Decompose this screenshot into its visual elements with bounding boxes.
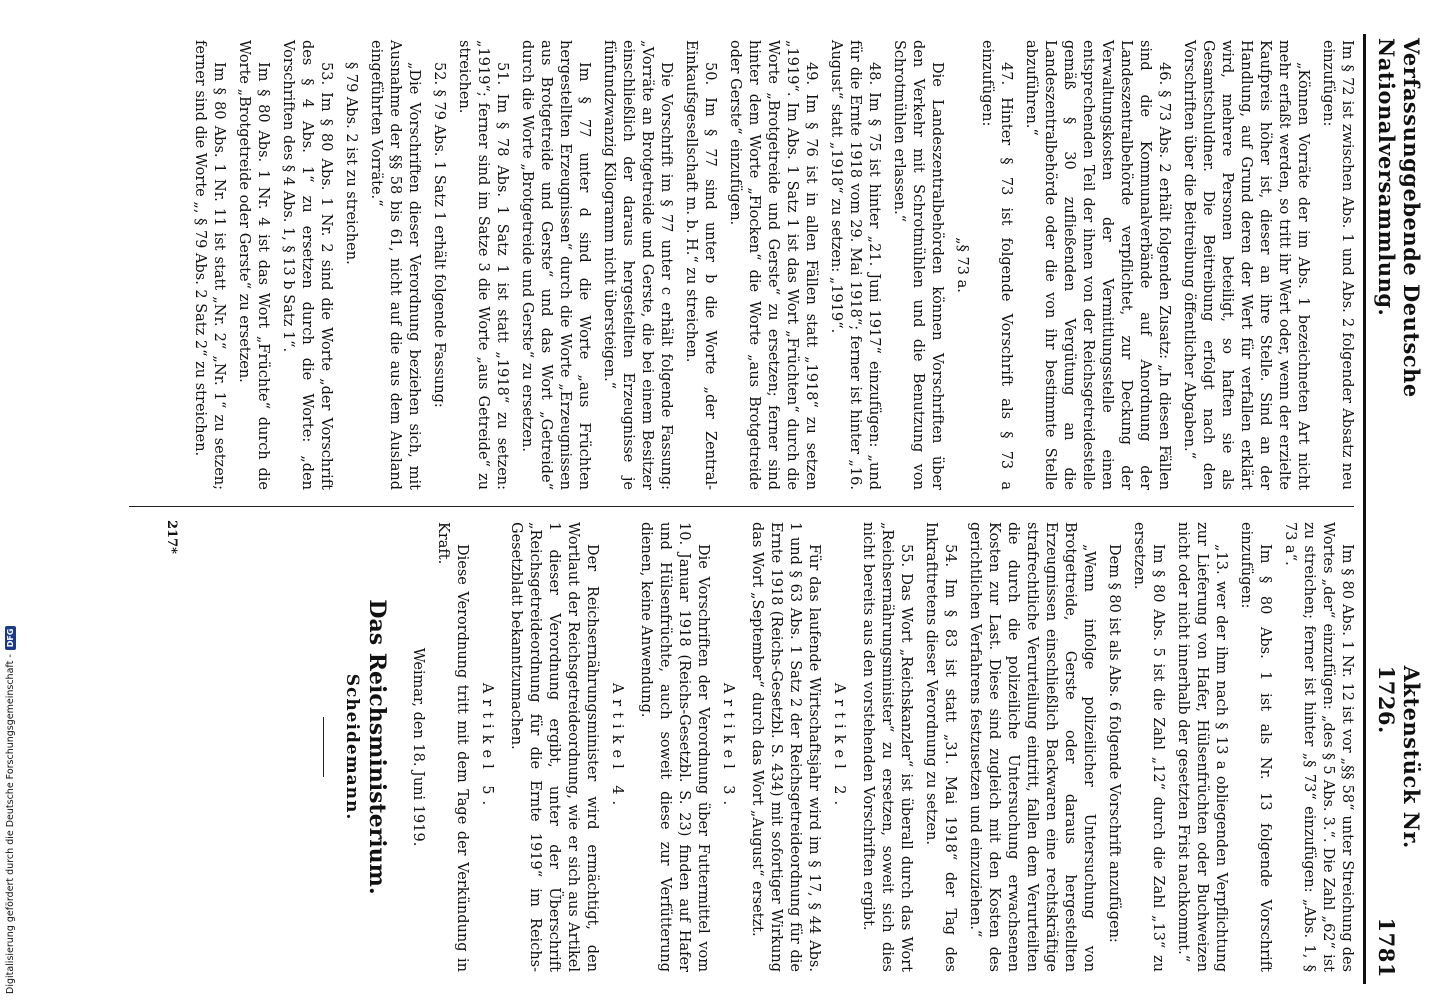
header-doc-number: Aktenstück Nr. 1726. <box>1374 665 1424 849</box>
column-divider <box>129 506 1354 507</box>
right-column <box>305 522 1356 972</box>
paragraph: 47. Hinter § 73 ist folgende Vorschrift als § 73 a einzufügen: <box>979 40 1014 490</box>
header-page-number: 1781 <box>1374 917 1399 978</box>
paragraph: Im § 72 ist zwischen Abs. 1 und Abs. 2 folgender Absatz neu einzufügen: <box>1320 40 1355 490</box>
paragraph: Im § 80 Abs. 5 ist die Zahl „12“ durch die Zahl „13“ zu ersetzen. <box>1131 522 1166 972</box>
paragraph: § 79 Abs. 2 ist zu streichen. <box>343 62 359 265</box>
paragraph: 50. Im § 77 sind unter b die Worte „der Zentral-Einkaufsgesellschaft m. b. H.“ zu streichen. <box>683 40 718 490</box>
paragraph: 51. Im § 78 Abs. 1 Satz 1 ist statt „1918“ zu setzen: „1919“; ferner sind im Satze 3 die Worte „aus Getreide“ zu streichen. <box>456 40 510 490</box>
article-4-text: Der Reichsernährungsminister wird ermächtigt, den Wortlaut der Reichsgetreideordnung, wie er sich aus Artikel 1 dieser Verordnung ergibt, unter der Überschrift „Reichsgetreideordnung für die Ernte 1919“ im Reichs-Gesetzblatt bekanntzumachen. <box>508 522 600 972</box>
paragraph: 48. Im § 75 ist hinter „21. Juni 1917“ einzufügen: „und für die Ernte 1918 vom 29. Mai 1918“; ferner ist hinter „16. August“ statt „1918“ zu setzen: „1919“. <box>828 40 882 490</box>
signature: Scheidemann. <box>342 673 362 821</box>
article-2-text: Für das laufende Wirtschaftsjahr wird im § 17, § 44 Abs. 1 und § 63 Abs. 1 Satz 2 der Reichsgetreideordnung für die Ernte 1918 (Reichs-Gesetzbl. S. 434) mit sofortiger Wirkung das Wort „September“ durch das Wort „August“ ersetzt. <box>749 522 822 972</box>
paragraph: 54. Im § 83 ist statt „31. Mai 1918“ der Tag des Inkrafttretens dieser Verordnung zu setzen. <box>923 522 958 972</box>
credit-footer <box>2 604 18 994</box>
paragraph: Die Vorschrift im § 77 unter c erhält folgende Fassung: „Vorräte an Brotgetreide und Gerste, die bei einem Besitzer einschließlich der daraus hergestellten Erzeugnisse je fünfundzwanzig Kilogramm nicht übersteigen.“ <box>601 40 674 490</box>
page-mark: 217* <box>164 520 179 554</box>
paragraph: Im § 80 Abs. 1 Nr. 11 ist statt „Nr. 2“ „Nr. 1“ zu setzen; ferner sind die Worte „, § 79 Abs. 2 Satz 2“ zu streichen. <box>192 40 227 490</box>
ministry-title: Das Reichsministerium. <box>364 599 390 895</box>
paragraph: Im § 77 unter d sind die Worte „aus Früchten hergestellten Erzeugnissen“ durch die Worte „Erzeugnissen aus Brotgetreide und Gerste“ und das Wort „Getreide“ durch die Worte „Brotgetreide und Gerste“ zu ersetzen. <box>519 40 592 490</box>
paragraph: Im § 80 Abs. 1 Nr. 12 ist vor „§§ 58“ unter Streichung des Wortes „der“ einzufügen: „des § 5 Abs. 3.“. Die Zahl „62“ ist zu streichen; ferner ist hinter „§ 73“ einzufügen: „Abs. 1, § 73 a“. <box>1282 522 1355 972</box>
paragraph: Die Landeszentralbehörden können Vorschriften über den Verkehr mit Schrotmühlen und die Benutzung von Schrotmühlen erlassen.“ <box>891 40 945 490</box>
article-2-title: Artikel 2. <box>831 682 847 812</box>
article-3-title: Artikel 3. <box>720 682 736 812</box>
dfg-logo: DFG <box>5 626 16 651</box>
closing-rule <box>323 717 324 777</box>
paragraph: „Können Vorräte der im Abs. 1 bezeichneten Art nicht mehr erfaßt werden, so tritt ihr Wert oder, wenn der erzielte Kaufpreis höher ist, dieser an ihre Stelle. Sind an der Handlung, auf Grund deren der Wert für verfallen erklärt wird, mehrere Personen beteiligt, so haften sie als Gesamtschuldner. Die Beitreibung erfolgt nach den Vorschriften über die Beitreibung öffentlicher Abgaben.“ <box>1181 40 1311 490</box>
paragraph: „13. wer der ihm nach § 13 a obliegenden Verpflichtung zur Lieferung von Hafer, Hülsenfrüchten oder Buchweizen nicht oder nicht innerhalb der gesetzten Frist nachkommt.“ <box>1175 522 1229 972</box>
paragraph: Im § 80 Abs. 1 Nr. 4 ist das Wort „Früchte“ durch die Worte „Brotgetreide oder Gerste“ zu ersetzen. <box>236 40 271 490</box>
paragraph: 52. § 79 Abs. 1 Satz 1 erhält folgende Fassung: <box>431 62 447 408</box>
paragraph: „Wenn infolge polizeilicher Untersuchung von Brotgetreide, Gerste oder daraus hergestellten Erzeugnissen einschließlich Backwaren eine rechtskräftige strafrechtliche Verurteilung eintritt, fallen dem Verurteilten die durch die polizeiliche Untersuchung erwachsenen Kosten zur Last. Diese sind zugleich mit den Kosten des gerichtlichen Verfahrens festzusetzen und einzuziehen.“ <box>967 522 1097 972</box>
article-5-title: Artikel 5. <box>479 682 495 812</box>
paragraph: 49. Im § 76 ist in allen Fällen statt „1918“ zu setzen „1919“. Im Abs. 1 Satz 1 ist das Wort „Früchten“ durch die Worte „Brotgetreide und Gerste“ zu ersetzen; ferner sind hinter dem Worte „Flocken“ die Worte „aus Brotgetreide oder Gerste“ einzufügen. <box>727 40 819 490</box>
paragraph: 46. § 73 Abs. 2 erhält folgenden Zusatz: „In diesen Fällen sind die Kommunalverbände auf Anordnung der Landeszentralbehörde verpflichtet, zur Deckung der Verwaltungskosten der Vermittlungsstelle einen entsprechenden Teil der ihnen von der Reichsgetreidestelle gemäß § 30 zufließenden Vergütung an die Landeszentralbehörde oder die von ihr bestimmte Stelle abzuführen.“ <box>1023 40 1172 490</box>
paragraph: „Die Vorschriften dieser Verordnung beziehen sich, mit Ausnahme der §§ 58 bis 61, nicht auf die aus dem Ausland eingeführten Vorräte.“ <box>368 40 422 490</box>
header-title: Verfassunggebende Deutsche Nationalversammlung. <box>1374 38 1424 398</box>
article-5-text: Diese Verordnung tritt mit dem Tage der Verkündung in Kraft. <box>435 522 470 972</box>
place-date: Weimar, den 18. Juni 1919. <box>410 647 426 847</box>
paragraph: Dem § 80 ist als Abs. 6 folgende Vorschrift anzufügen: <box>1106 544 1122 943</box>
section-heading: „§ 73 a. <box>954 237 970 293</box>
left-column <box>184 40 1356 490</box>
article-4-title: Artikel 4. <box>609 682 625 812</box>
article-3-text: Die Vorschriften der Verordnung über Futtermittel vom 10. Januar 1918 (Reichs-Gesetzbl. S. 23) finden auf Hafer und Hülsenfrüchte, auch soweit diese zur Verfütterung dienen, keine Anwendung. <box>638 522 711 972</box>
credit-text: Digitalisierung gefördert durch die Deutsche Forschungsgemeinschaft - <box>4 654 16 994</box>
paragraph: 53. Im § 80 Abs. 1 Nr. 2 sind die Worte „der Vorschrift des § 4 Abs. 1“ zu ersetzen durch die Worte: „den Vorschriften des § 4 Abs. 1, § 13 b Satz 1“. <box>280 40 334 490</box>
paragraph: Im § 80 Abs. 1 ist als Nr. 13 folgende Vorschrift einzufügen: <box>1238 522 1273 972</box>
paragraph: 55. Das Wort „Reichskanzler“ ist überall durch das Wort „Reichsernährungsminister“ zu ersetzen, soweit sich dies nicht bereits aus den vorstehenden Vorschriften ergibt. <box>860 522 914 972</box>
page-header <box>1374 38 1424 978</box>
header-rule <box>1363 34 1366 984</box>
